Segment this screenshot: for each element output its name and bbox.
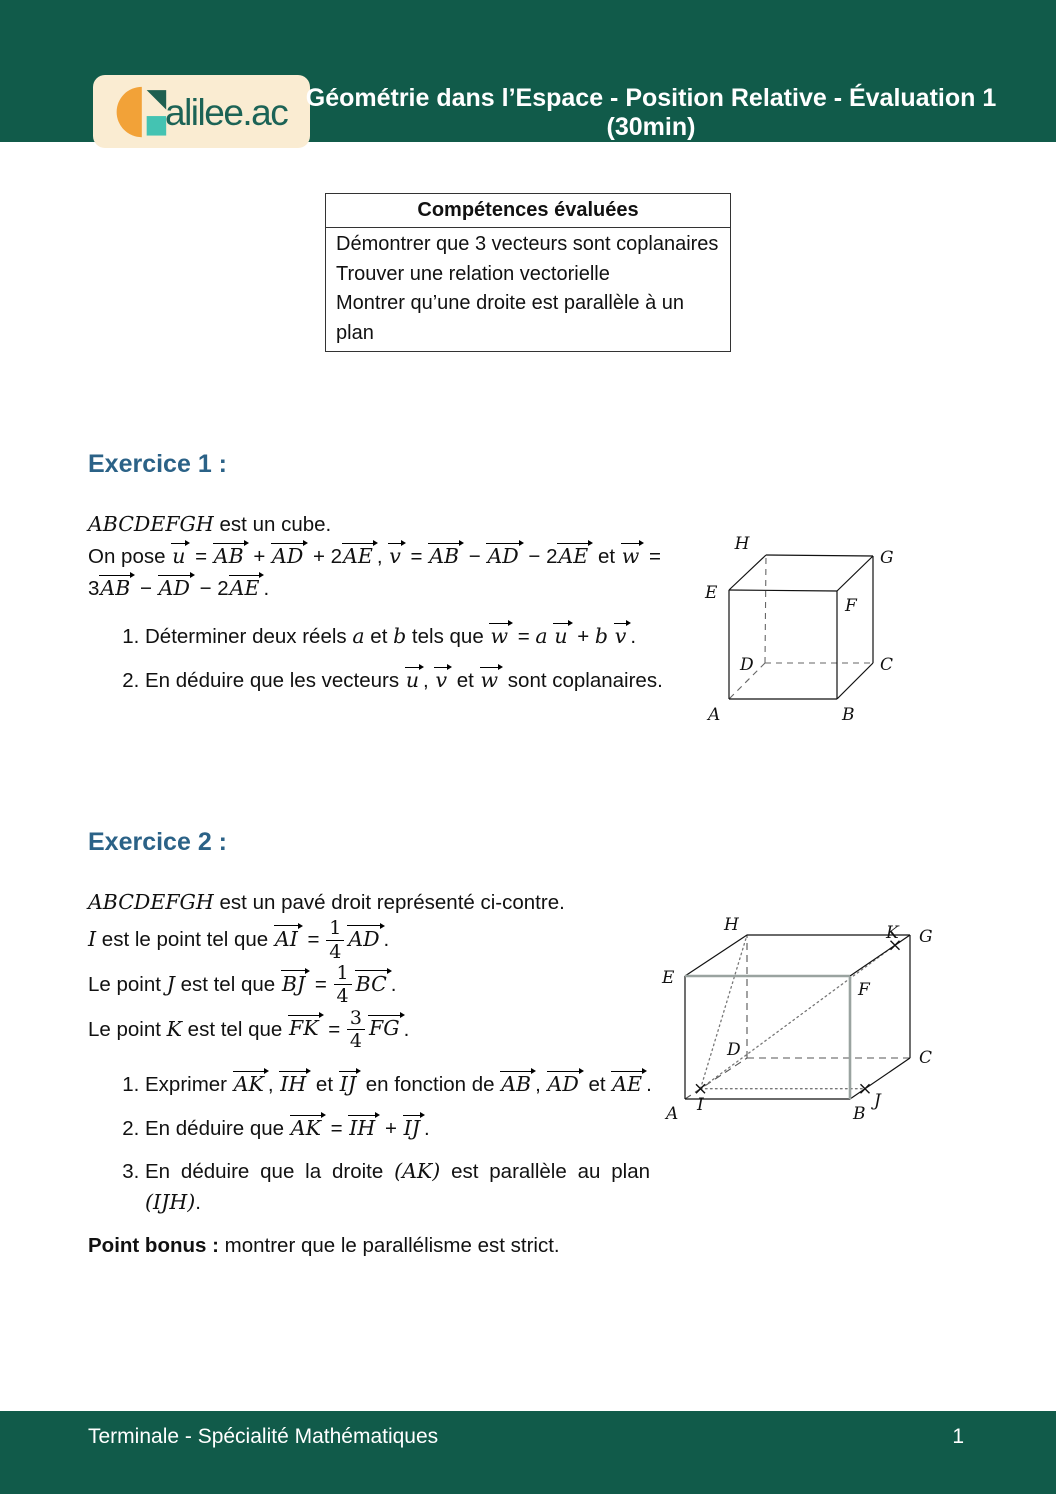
page-title: Géométrie dans l’Espace - Position Relative - Évaluation 1 (30min) <box>305 84 997 141</box>
vertex-label-G: G <box>919 927 933 947</box>
footer-course-label: Terminale - Spécialité Mathématiques <box>88 1425 439 1448</box>
vertex-label-F: F <box>845 596 857 616</box>
exercise-2 <box>88 828 968 1261</box>
exercise-1 <box>88 450 968 725</box>
competences-table-header: Compétences évaluées <box>326 194 731 228</box>
vertex-label-D: D <box>740 655 754 675</box>
vertex-label-B: B <box>853 1104 866 1124</box>
cube-figure <box>680 508 910 726</box>
vertex-label-I: I <box>697 1095 704 1115</box>
exercise-1-intro-line: On pose u = AB + AD + 2AE , v = AB − AD − 2AE et w = 3AB − AD − 2AE . <box>88 540 668 604</box>
question-item: 3. En déduire que la droite (AK) est parallèle au plan (IJH). <box>145 1156 650 1218</box>
exercise-2-intro-line: Le point K est tel que FK = $\frac{3}{4}$ FG . <box>88 1006 410 1053</box>
question-item: 2. En déduire que AK = IH + IJ . <box>145 1112 668 1144</box>
bonus-line: Point bonus : montrer que le parallélisme est strict. <box>88 1234 560 1258</box>
exercise-1-heading: Exercice 1 : <box>88 450 227 478</box>
vertex-label-A: A <box>708 705 721 725</box>
vertex-label-B: B <box>842 705 855 725</box>
galilee-logo-icon <box>115 84 167 140</box>
vertex-label-E: E <box>705 583 718 603</box>
exercise-1-intro-line: ABCDEFGH est un cube. <box>88 512 332 536</box>
question-item: 2. En déduire que les vecteurs u , v et w sont coplanaires. <box>145 664 668 696</box>
vertex-label-C: C <box>919 1048 933 1068</box>
exercise-2-questions <box>88 1068 668 1218</box>
vertex-label-J: J <box>874 1091 881 1111</box>
question-item: 1. Déterminer deux réels a et b tels que w = a u + b v . <box>145 620 668 652</box>
table-row: Trouver une relation vectorielle <box>336 262 610 285</box>
footer-page-number: 1 <box>952 1425 964 1448</box>
vertex-label-F: F <box>858 980 870 1000</box>
table-row: Montrer qu’une droite est parallèle à un plan <box>336 292 684 344</box>
logo-text: alilee.ac <box>165 91 288 133</box>
question-item: 1. Exprimer AK , IH et IJ en fonction de AB , AD et AE . <box>145 1068 668 1100</box>
exercise-2-heading: Exercice 2 : <box>88 828 227 856</box>
vertex-label-K: K <box>886 923 899 943</box>
competences-table <box>325 193 731 352</box>
vertex-label-D: D <box>727 1040 741 1060</box>
vertex-label-E: E <box>662 968 675 988</box>
exercise-1-questions <box>88 620 668 696</box>
footer-band <box>0 1411 1056 1494</box>
exercise-2-intro-line: Le point J est tel que BJ = $\frac{1}{4}$ BC . <box>88 961 397 1008</box>
exercise-2-intro-line: ABCDEFGH est un pavé droit représenté ci-contre. <box>88 890 565 914</box>
cuboid-figure <box>640 892 940 1128</box>
table-row: Démontrer que 3 vecteurs sont coplanaires <box>336 233 719 255</box>
vertex-label-G: G <box>880 548 894 568</box>
vertex-label-H: H <box>734 534 750 554</box>
vertex-label-A: A <box>666 1104 679 1124</box>
header-band <box>0 0 1056 142</box>
vertex-label-H: H <box>724 915 739 935</box>
vertex-label-C: C <box>880 655 894 675</box>
exercise-2-intro-line: I est le point tel que AI = $\frac{1}{4}$ AD . <box>88 917 390 963</box>
